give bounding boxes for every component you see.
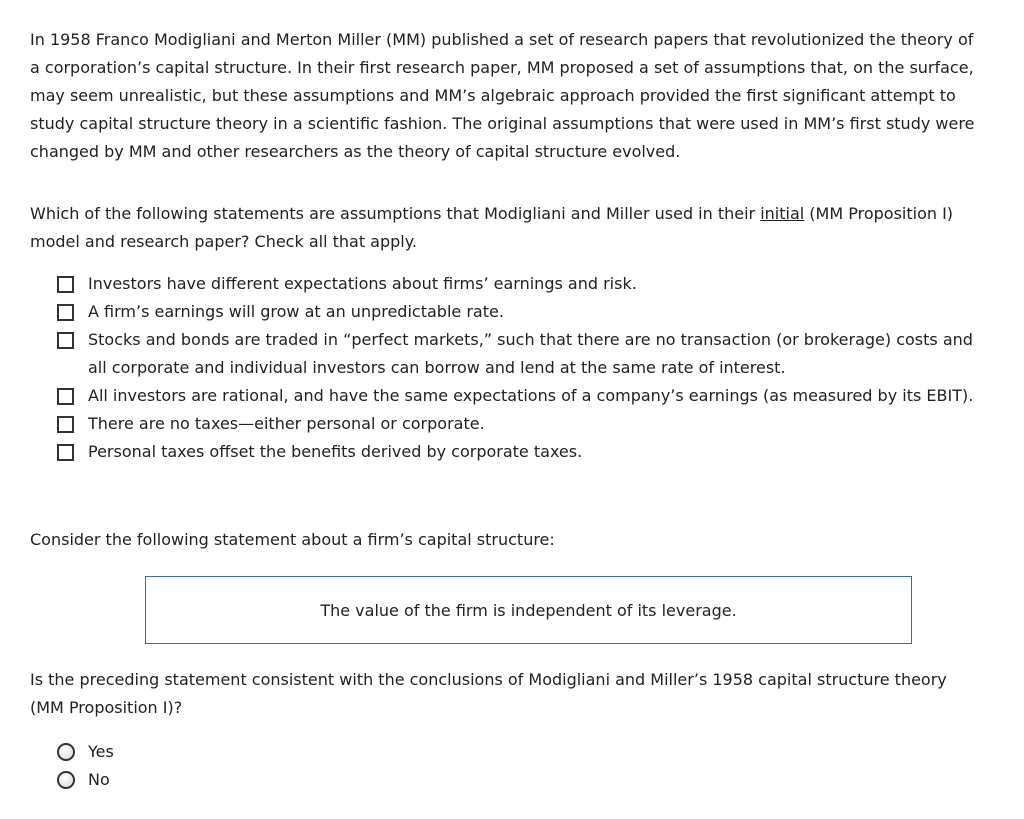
checkbox[interactable] xyxy=(57,388,74,405)
option-label: There are no taxes—either personal or corporate. xyxy=(88,414,485,433)
checklist-option[interactable] xyxy=(30,326,1024,382)
intro-line: a corporation’s capital structure. In their first research paper, MM proposed a set of assumptions that, on the surface, xyxy=(30,58,974,77)
question-1-line: model and research paper? Check all that apply. xyxy=(30,232,418,251)
question-2-line: (MM Proposition I)? xyxy=(30,698,183,717)
option-label: Stocks and bonds are traded in “perfect markets,” such that there are no transaction (or brokerage) costs and xyxy=(88,330,973,349)
question-page xyxy=(30,26,1024,794)
question-1-prompt xyxy=(30,200,1024,256)
question-1-underlined-word: initial xyxy=(760,204,805,223)
checkbox[interactable] xyxy=(57,444,74,461)
question-1-text-b: (MM Proposition I) xyxy=(804,204,954,223)
checklist-option[interactable] xyxy=(30,438,1024,466)
checklist-option[interactable] xyxy=(30,298,1024,326)
checkbox[interactable] xyxy=(57,332,74,349)
question-1-text-a: Which of the following statements are assumptions that Modigliani and Miller used in their xyxy=(30,204,761,223)
statement-box xyxy=(145,576,912,644)
statement-text: The value of the firm is independent of its leverage. xyxy=(320,600,737,620)
checklist-option[interactable] xyxy=(30,382,1024,410)
radio-option-yes[interactable] xyxy=(30,738,1024,766)
intro-line: In 1958 Franco Modigliani and Merton Miller (MM) published a set of research papers that revolutionized the theory of xyxy=(30,30,974,49)
option-label: all corporate and individual investors can borrow and lend at the same rate of interest. xyxy=(88,358,786,377)
checkbox[interactable] xyxy=(57,276,74,293)
intro-line: study capital structure theory in a scientific fashion. The original assumptions that were used in MM’s first study were xyxy=(30,114,975,133)
checkbox[interactable] xyxy=(57,304,74,321)
radio-button[interactable] xyxy=(57,743,75,761)
radio-option-no[interactable] xyxy=(30,766,1024,794)
option-label: All investors are rational, and have the same expectations of a company’s earnings (as measured by its EBIT). xyxy=(88,386,974,405)
checkbox[interactable] xyxy=(57,416,74,433)
checklist-option[interactable] xyxy=(30,270,1024,298)
option-label: Personal taxes offset the benefits derived by corporate taxes. xyxy=(88,442,583,461)
radio-label: Yes xyxy=(88,742,114,761)
radio-label: No xyxy=(88,770,110,789)
question-2-line: Is the preceding statement consistent with the conclusions of Modigliani and Miller’s 1958 capital structure theory xyxy=(30,670,947,689)
checklist-option[interactable] xyxy=(30,410,1024,438)
question-1-line xyxy=(30,200,1024,228)
option-label: Investors have different expectations about firms’ earnings and risk. xyxy=(88,274,637,293)
assumption-checklist xyxy=(30,270,1024,466)
option-label: A firm’s earnings will grow at an unpredictable rate. xyxy=(88,302,504,321)
consider-text: Consider the following statement about a firm’s capital structure: xyxy=(30,530,555,549)
intro-paragraph xyxy=(30,26,1024,166)
intro-line: changed by MM and other researchers as the theory of capital structure evolved. xyxy=(30,142,681,161)
radio-button[interactable] xyxy=(57,771,75,789)
question-2-prompt xyxy=(30,666,1024,722)
yes-no-radio-group xyxy=(30,738,1024,794)
intro-line: may seem unrealistic, but these assumptions and MM’s algebraic approach provided the first significant attempt to xyxy=(30,86,956,105)
